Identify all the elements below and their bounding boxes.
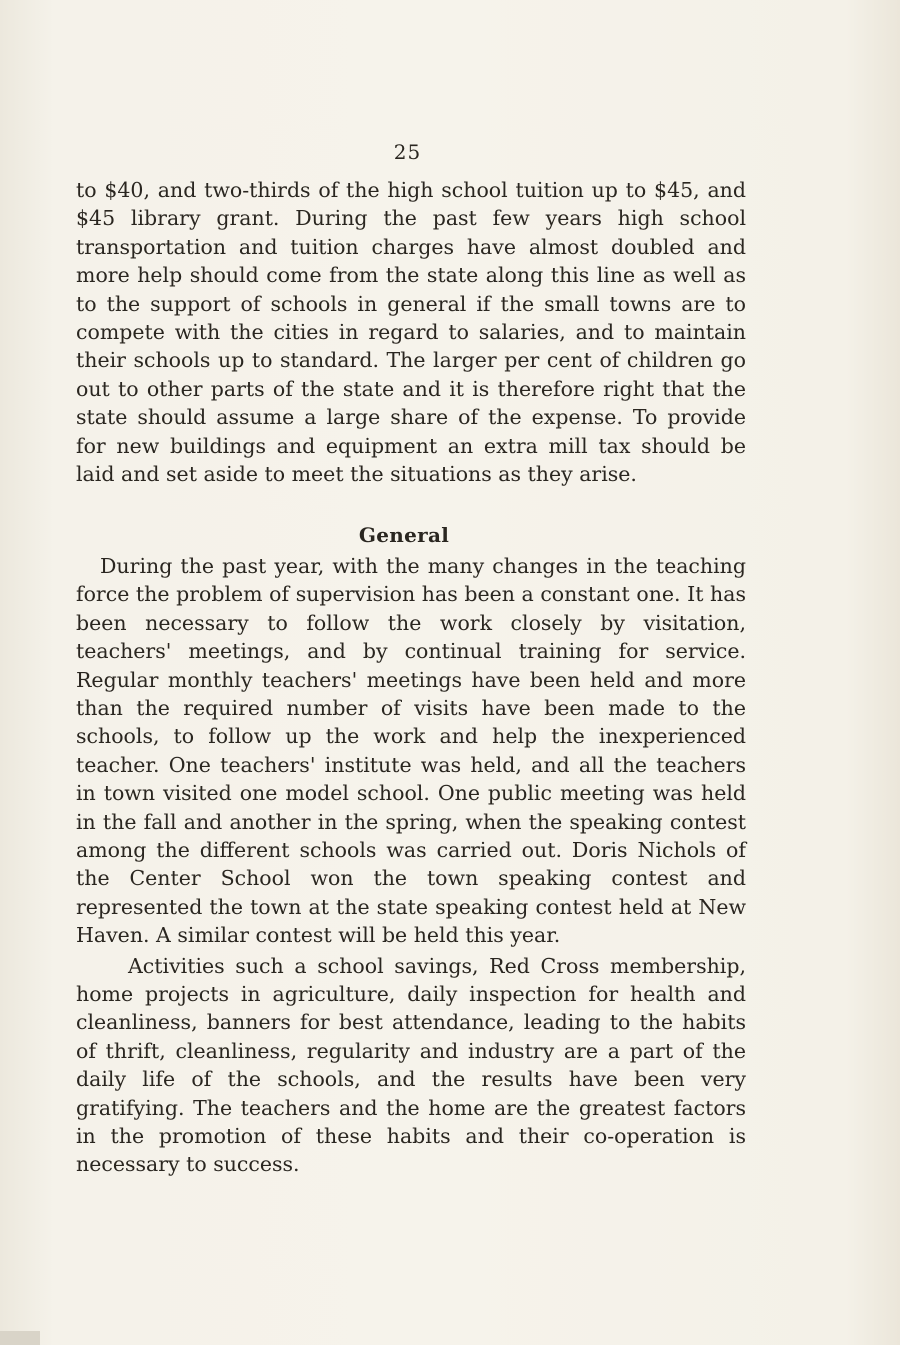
paragraph-intro: to $40, and two-thirds of the high school tuition up to $45, and $45 library grant. During the past few years high school transportation and tuition charges have almost doubled and more help should come from the state along this line as well as to the support of schools in general if the small towns are to compete with the cities in regard to salaries, and to maintain their schools up to standard. The larger per cent of children go out to other parts of the state and it is therefore right that the state should assume a large share of the expense. To provide for new buildings and equipment an extra mill tax should be laid and set aside to meet the situations as they arise. xyxy=(76,178,746,487)
page-body xyxy=(76,176,746,1179)
paragraph-activities: Activities such a school savings, Red Cross membership, home projects in agriculture, daily inspection for health and cleanliness, banners for best attendance, leading to the habits of thrift, cleanliness, regularity and industry are a part of the daily life of the schools, and the results have been very gratifying. The teachers and the home are the greatest factors in the promotion of these habits and their co-operation is necessary to success. xyxy=(76,953,746,1177)
scan-edge-mark xyxy=(0,1331,40,1345)
section-heading-general: General xyxy=(358,523,450,548)
page-number: 25 xyxy=(393,140,422,164)
paragraph-general: During the past year, with the many changes in the teaching force the problem of supervision has been a constant one. It has been necessary to follow the work closely by visitation, teachers' meetings, and by continual training for service. Regular monthly teachers' meetings have been held and more than the required number of visits have been made to the schools, to follow up the work and help the inexperienced teacher. One teachers' institute was held, and all the teachers in town visited one model school. One public meeting was held in the fall and another in the spring, when the speaking contest among the different schools was carried out. Doris Nichols of the Center School won the town speaking contest and represented the town at the state speaking contest held at New Haven. A similar contest will be held this year. xyxy=(76,553,746,948)
